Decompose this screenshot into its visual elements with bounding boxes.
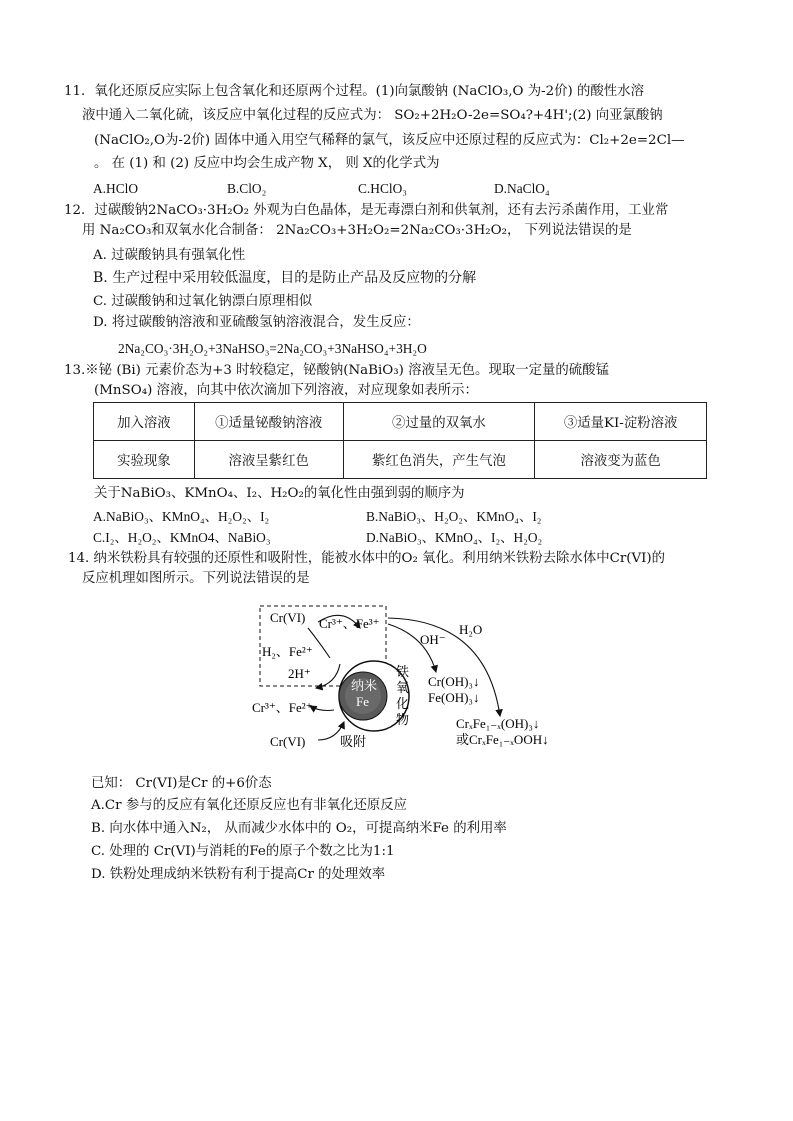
shell-label: 铁 bbox=[396, 664, 410, 679]
q11-line-3: (NaClO₂,O为-2价) 固体中通入用空气稀释的氯气，该反应中还原过程的反应式为：Cl₂+2e=2Cl— bbox=[94, 133, 685, 148]
q14-line-2: 反应机理如图所示。下列说法错误的是 bbox=[82, 571, 310, 586]
experiment-table bbox=[93, 402, 707, 479]
q14-known: 已知： Cr(VI)是Cr 的+6价态 bbox=[91, 776, 272, 791]
feoh3-label: Fe(OH)₃↓ bbox=[428, 690, 480, 705]
q13-option-d: D.NaBiO₃、KMnO₄、I₂、H₂O₂ bbox=[366, 530, 543, 545]
q12-line-2: 用 Na₂CO₃和双氧水化合制备： 2Na₂CO₃+3H₂O₂=2Na₂CO₃·3H₂O₂， 下列说法错误的是 bbox=[82, 223, 632, 238]
shell-label: 氧 bbox=[396, 680, 410, 695]
mechanism-diagram bbox=[248, 598, 549, 768]
table-cell: 溶液呈紫红色 bbox=[194, 441, 343, 479]
arrow bbox=[310, 706, 334, 711]
table-cell: 实验现象 bbox=[94, 441, 195, 479]
q13-option-a: A.NaBiO₃、KMnO₄、H₂O₂、I₂ bbox=[93, 509, 270, 524]
two-h-label: 2H⁺ bbox=[288, 666, 311, 681]
cr3-fe3-label: Cr³⁺、Fe³⁺ bbox=[319, 616, 380, 631]
q14-option-a: A.Cr 参与的反应有氧化还原反应也有非氧化还原反应 bbox=[91, 798, 408, 813]
q11-line-1: 11．氧化还原反应实际上包含氧化和还原两个过程。(1)向氯酸钠 (NaClO₃,O 为-2价) 的酸性水溶 bbox=[64, 84, 644, 99]
q13-line-3: 关于NaBiO₃、KMnO₄、I₂、H₂O₂的氧化性由强到弱的顺序为 bbox=[94, 486, 465, 501]
table-cell: ②过量的双氧水 bbox=[343, 403, 535, 441]
q13-option-c: C.I₂、H₂O₂、KMnO4、NaBiO₃ bbox=[93, 530, 271, 545]
q12-option-a: A. 过碳酸钠具有强氧化性 bbox=[93, 248, 246, 263]
h2o-label: H₂O bbox=[459, 622, 483, 637]
q14-line-1: 14. 纳米铁粉具有较强的还原性和吸附性，能被水体中的O₂ 氧化。利用纳米铁粉去除水体中Cr(VI)的 bbox=[68, 551, 666, 566]
table-cell: 紫红色消失，产生气泡 bbox=[343, 441, 535, 479]
q11-option-b: B.ClO₂ bbox=[227, 181, 267, 196]
table-row bbox=[94, 441, 707, 479]
table-cell: 溶液变为蓝色 bbox=[535, 441, 707, 479]
crfe-oh-label: CrₓFe₁₋ₓ(OH)₃↓ bbox=[456, 716, 540, 731]
q14-option-c: C. 处理的 Cr(VI)与消耗的Fe的原子个数之比为1:1 bbox=[91, 844, 395, 859]
q11-option-d: D.NaClO₄ bbox=[494, 181, 550, 196]
cr6-top-label: Cr(VI) bbox=[270, 610, 306, 625]
core-label-2: Fe bbox=[356, 694, 369, 709]
table-row bbox=[94, 403, 707, 441]
q11-line-2: 液中通入二氧化硫，该反应中氧化过程的反应式为： SO₂+2H₂O-2e=SO₄?+4H';(2) 向亚氯酸钠 bbox=[82, 108, 663, 123]
shell-label: 物 bbox=[396, 712, 410, 727]
crfe-ooh-label: 或CrₓFe₁₋ₓOOH↓ bbox=[456, 732, 549, 747]
q12-option-b: B. 生产过程中采用较低温度，目的是防止产品及反应物的分解 bbox=[93, 270, 477, 286]
core-label-1: 纳米 bbox=[351, 678, 378, 693]
q13-line-2: (MnSO₄) 溶液，向其中依次滴加下列溶液，对应现象如表所示： bbox=[94, 383, 478, 398]
q11-line-4: 。 在 (1) 和 (2) 反应中均会生成产物 X， 则 X的化学式为 bbox=[94, 156, 440, 171]
q14-option-b: B. 向水体中通入N₂， 从而减少水体中的 O₂，可提高纳米Fe 的利用率 bbox=[91, 821, 507, 836]
q12-line-1: 12．过碳酸钠2NaCO₃·3H₂O₂ 外观为白色晶体，是无毒漂白剂和供氧剂，还有去污杀菌作用，工业常 bbox=[64, 203, 669, 218]
q13-option-b: B.NaBiO₃、H₂O₂、KMnO₄、I₂ bbox=[366, 509, 542, 524]
arrow bbox=[316, 664, 340, 688]
table-cell: ③适量KI-淀粉溶液 bbox=[535, 403, 707, 441]
q13-line-1: 13.※铋 (Bi) 元素价态为+3 时较稳定，铋酸钠(NaBiO₃) 溶液呈无色。现取一定量的硫酸锰 bbox=[64, 363, 609, 378]
q11-option-a: A.HClO bbox=[93, 181, 139, 196]
q12-option-c: C. 过碳酸钠和过氧化钠漂白原理相似 bbox=[93, 294, 313, 309]
q12-equation: 2Na₂CO₃·3H₂O₂+3NaHSO₃=2Na₂CO₃+3NaHSO₄+3H₂O bbox=[118, 341, 427, 356]
q12-option-d: D. 将过碳酸钠溶液和亚硫酸氢钠溶液混合，发生反应： bbox=[93, 315, 420, 330]
cr6-bottom-label: Cr(VI) bbox=[270, 734, 306, 749]
table-cell: ①适量铋酸钠溶液 bbox=[194, 403, 343, 441]
croh3-label: Cr(OH)₃↓ bbox=[428, 674, 480, 689]
shell-label: 化 bbox=[396, 696, 410, 711]
cr3-fe2-label: Cr³⁺、Fe²⁺ bbox=[252, 700, 313, 715]
q14-option-d: D. 铁粉处理成纳米铁粉有利于提高Cr 的处理效率 bbox=[91, 867, 386, 882]
adsorb-label: 吸附 bbox=[340, 734, 367, 749]
h2-fe2-label: H₂、Fe²⁺ bbox=[262, 644, 313, 659]
q11-option-c: C.HClO₃ bbox=[358, 181, 407, 196]
oh-label: OH⁻ bbox=[420, 632, 446, 647]
table-cell: 加入溶液 bbox=[94, 403, 195, 441]
